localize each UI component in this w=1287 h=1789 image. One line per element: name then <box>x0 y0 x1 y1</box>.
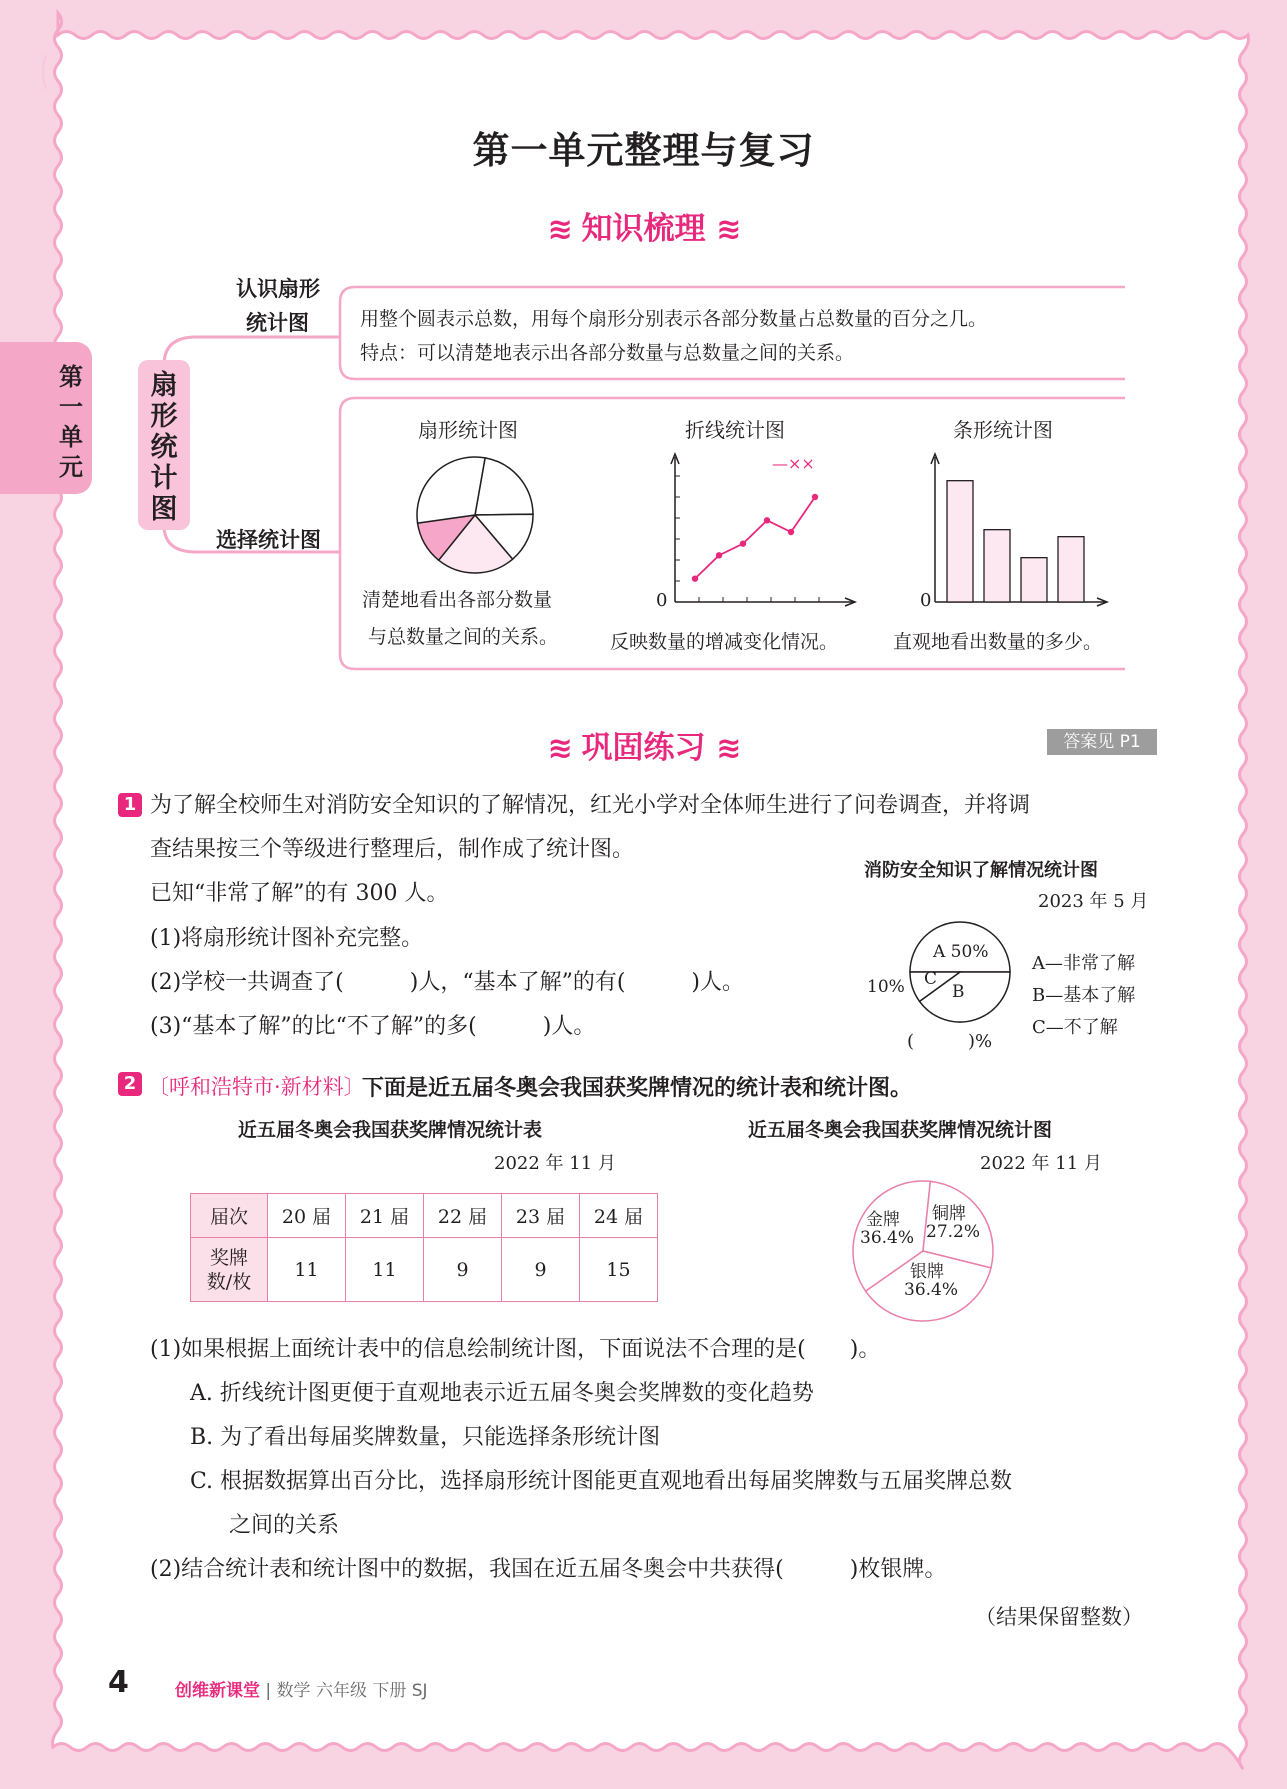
q2-table-header-cell: 23 届 <box>502 1194 580 1238</box>
q2-chart-date: 2022 年 11 月 <box>980 1153 1102 1174</box>
footer-separator: | <box>265 1681 277 1701</box>
footer-volume: 下册 <box>372 1681 407 1701</box>
q2-sub2: (2)结合统计表和统计图中的数据，我国在近五届冬奥会中共获得( )枚银牌。 <box>150 1557 947 1582</box>
q2-table-title: 近五届冬奥会我国获奖牌情况统计表 <box>238 1119 543 1141</box>
pie-example-slice <box>417 457 485 523</box>
q2-table-header-cell: 21 届 <box>346 1194 424 1238</box>
pie-chart-desc-line1: 清楚地看出各部分数量 <box>362 589 553 611</box>
line-chart-zero: 0 <box>656 590 668 611</box>
footer-brand: 创维新课堂 <box>175 1681 260 1701</box>
wave-deco-left: ≋ <box>547 212 571 247</box>
q1-line1: 为了解全校师生对消防安全知识的了解情况，红光小学对全体师生进行了问卷调查，并将调 <box>150 793 1031 818</box>
line-chart-series <box>695 497 815 579</box>
line-chart-point <box>692 575 698 581</box>
q1-sub3: (3)“基本了解”的比“不了解”的多( )人。 <box>150 1014 596 1039</box>
page-number: 4 <box>108 1665 129 1700</box>
line-chart-example <box>650 445 870 615</box>
q1-sub1: (1)将扇形统计图补充完整。 <box>150 926 424 951</box>
q2-table-row-label-line2: 数/枚 <box>206 1270 252 1293</box>
q2-number-badge <box>118 1072 142 1096</box>
section-heading-practice-text: 巩固练习 <box>581 730 706 766</box>
line-chart-point <box>716 552 722 558</box>
pie-chart-example <box>405 445 545 585</box>
q2-pie-silver-label: 银牌 <box>910 1262 944 1282</box>
q2-medal-table <box>190 1193 658 1302</box>
q1-pie-label-c: C <box>924 969 938 989</box>
line-chart-point <box>740 540 746 546</box>
q1-legend-b: B—基本了解 <box>1032 985 1136 1006</box>
root-label-char: 统 <box>150 432 178 463</box>
answer-reference-badge: 答案见 P1 <box>1047 729 1157 755</box>
line-chart-legend: —×× <box>772 454 815 473</box>
pie-chart-example-name: 扇形统计图 <box>418 418 518 442</box>
q2-rounding-note: （结果保留整数） <box>975 1605 1143 1629</box>
q2-chart-title: 近五届冬奥会我国获奖牌情况统计图 <box>748 1119 1053 1141</box>
q1-pie-chart <box>905 917 1015 1027</box>
root-label-char: 图 <box>150 494 178 525</box>
line-chart-desc: 反映数量的增减变化情况。 <box>610 631 839 653</box>
wave-deco-right: ≋ <box>716 731 740 766</box>
q1-chart-title: 消防安全知识了解情况统计图 <box>864 860 1098 881</box>
side-tab-char: 一 <box>59 393 83 421</box>
q1-chart-date: 2023 年 5 月 <box>1038 891 1149 912</box>
pie-chart-desc-line2: 与总数量之间的关系。 <box>368 626 559 648</box>
q2-table-header-cell: 20 届 <box>268 1194 346 1238</box>
footer-grade: 六年级 <box>315 1681 367 1701</box>
q2-sub1: (1)如果根据上面统计表中的信息绘制统计图，下面说法不合理的是( )。 <box>150 1337 881 1362</box>
footer-subject: 数学 <box>276 1681 311 1701</box>
q2-table-value-cell: 11 <box>346 1238 424 1302</box>
q2-pie-bronze-pct: 27.2% <box>926 1222 981 1242</box>
line-chart-point <box>812 494 818 500</box>
branch1-feature: 特点：可以清楚地表示出各部分数量与总数量之间的关系。 <box>360 342 855 364</box>
q2-table-header-cell: 24 届 <box>580 1194 658 1238</box>
q1-legend-a: A—非常了解 <box>1032 953 1135 974</box>
q1-line3: 已知“非常了解”的有 300 人。 <box>150 881 449 906</box>
side-tab-char: 第 <box>59 363 83 391</box>
root-label-char: 计 <box>150 463 178 494</box>
q2-table-row-label-line1: 奖牌 <box>209 1246 248 1269</box>
q1-legend-c: C—不了解 <box>1032 1017 1118 1038</box>
section-heading-knowledge-text: 知识梳理 <box>581 211 706 247</box>
q1-pie-label-10: 10% <box>867 977 905 997</box>
q2-table-value-row <box>191 1238 658 1302</box>
q2-option-b: B. 为了看出每届奖牌数量，只能选择条形统计图 <box>190 1425 661 1450</box>
bar-chart-bar <box>947 481 973 602</box>
bar-chart-bar <box>1058 537 1084 602</box>
mind-map-root-label <box>145 370 183 525</box>
bar-chart-desc: 直观地看出数量的多少。 <box>893 631 1103 653</box>
side-tab-char: 单 <box>59 423 83 451</box>
q2-table-value-cell: 15 <box>580 1238 658 1302</box>
q1-number-badge <box>118 793 142 817</box>
bar-chart-zero: 0 <box>920 590 932 611</box>
branch1-label-line1: 认识扇形 <box>236 277 320 301</box>
q1-legend <box>1032 948 1135 1044</box>
q1-number: 1 <box>118 793 142 817</box>
wave-deco-left: ≋ <box>547 731 571 766</box>
q2-pie-bronze-label: 铜牌 <box>932 1204 966 1224</box>
branch1-definition: 用整个圆表示总数，用每个扇形分别表示各部分数量占总数量的百分之几。 <box>360 308 988 330</box>
q2-option-a: A. 折线统计图更便于直观地表示近五届冬奥会奖牌数的变化趋势 <box>190 1381 814 1406</box>
q2-table-header-cell: 届次 <box>191 1194 268 1238</box>
bar-chart-bar <box>1021 558 1047 602</box>
footer-edition: SJ <box>411 1681 428 1701</box>
root-label-char: 扇 <box>150 370 178 401</box>
q2-table-header-row <box>191 1194 658 1238</box>
q2-table-value-cell: 9 <box>502 1238 580 1302</box>
line-chart-point <box>788 529 794 535</box>
q2-table-row-label <box>191 1238 268 1302</box>
root-label-char: 形 <box>150 401 178 432</box>
q1-line2: 查结果按三个等级进行整理后，制作成了统计图。 <box>150 837 635 862</box>
page-title: 第一单元整理与复习 <box>472 129 815 172</box>
q2-option-c-line1: C. 根据数据算出百分比，选择扇形统计图能更直观地看出每届奖牌数与五届奖牌总数 <box>190 1469 1013 1494</box>
bar-chart-example <box>920 445 1110 615</box>
q2-number: 2 <box>118 1072 142 1096</box>
q2-table-date: 2022 年 11 月 <box>494 1153 616 1174</box>
q2-pie-gold-pct: 36.4% <box>860 1228 915 1248</box>
line-chart-point <box>764 517 770 523</box>
q2-table-value-cell: 9 <box>424 1238 502 1302</box>
line-chart-example-name: 折线统计图 <box>685 418 785 442</box>
q2-pie-gold-label: 金牌 <box>866 1210 900 1230</box>
q2-stem: 下面是近五届冬奥会我国获奖牌情况的统计表和统计图。 <box>362 1076 913 1101</box>
branch2-label: 选择统计图 <box>216 528 321 552</box>
side-tab-char: 元 <box>59 453 83 481</box>
q1-pie-label-b: B <box>952 982 965 1002</box>
q2-option-c-line2: 之间的关系 <box>229 1513 340 1538</box>
q2-pie-silver-pct: 36.4% <box>904 1280 959 1300</box>
q2-table-value-cell: 11 <box>268 1238 346 1302</box>
q1-pie-blank: ( )% <box>907 1031 993 1052</box>
q2-pie-chart <box>848 1176 998 1326</box>
footer-series <box>175 1676 428 1701</box>
branch1-label-line2: 统计图 <box>246 311 309 335</box>
q1-sub2: (2)学校一共调查了( )人，“基本了解”的有( )人。 <box>150 970 744 995</box>
q2-table-header-cell: 22 届 <box>424 1194 502 1238</box>
wave-deco-right: ≋ <box>716 212 740 247</box>
bar-chart-bar <box>984 530 1010 602</box>
bar-chart-example-name: 条形统计图 <box>953 418 1053 442</box>
q2-source-tag: 〔呼和浩特市·新材料〕 <box>148 1075 365 1099</box>
q1-pie-label-a: A 50% <box>933 942 989 962</box>
